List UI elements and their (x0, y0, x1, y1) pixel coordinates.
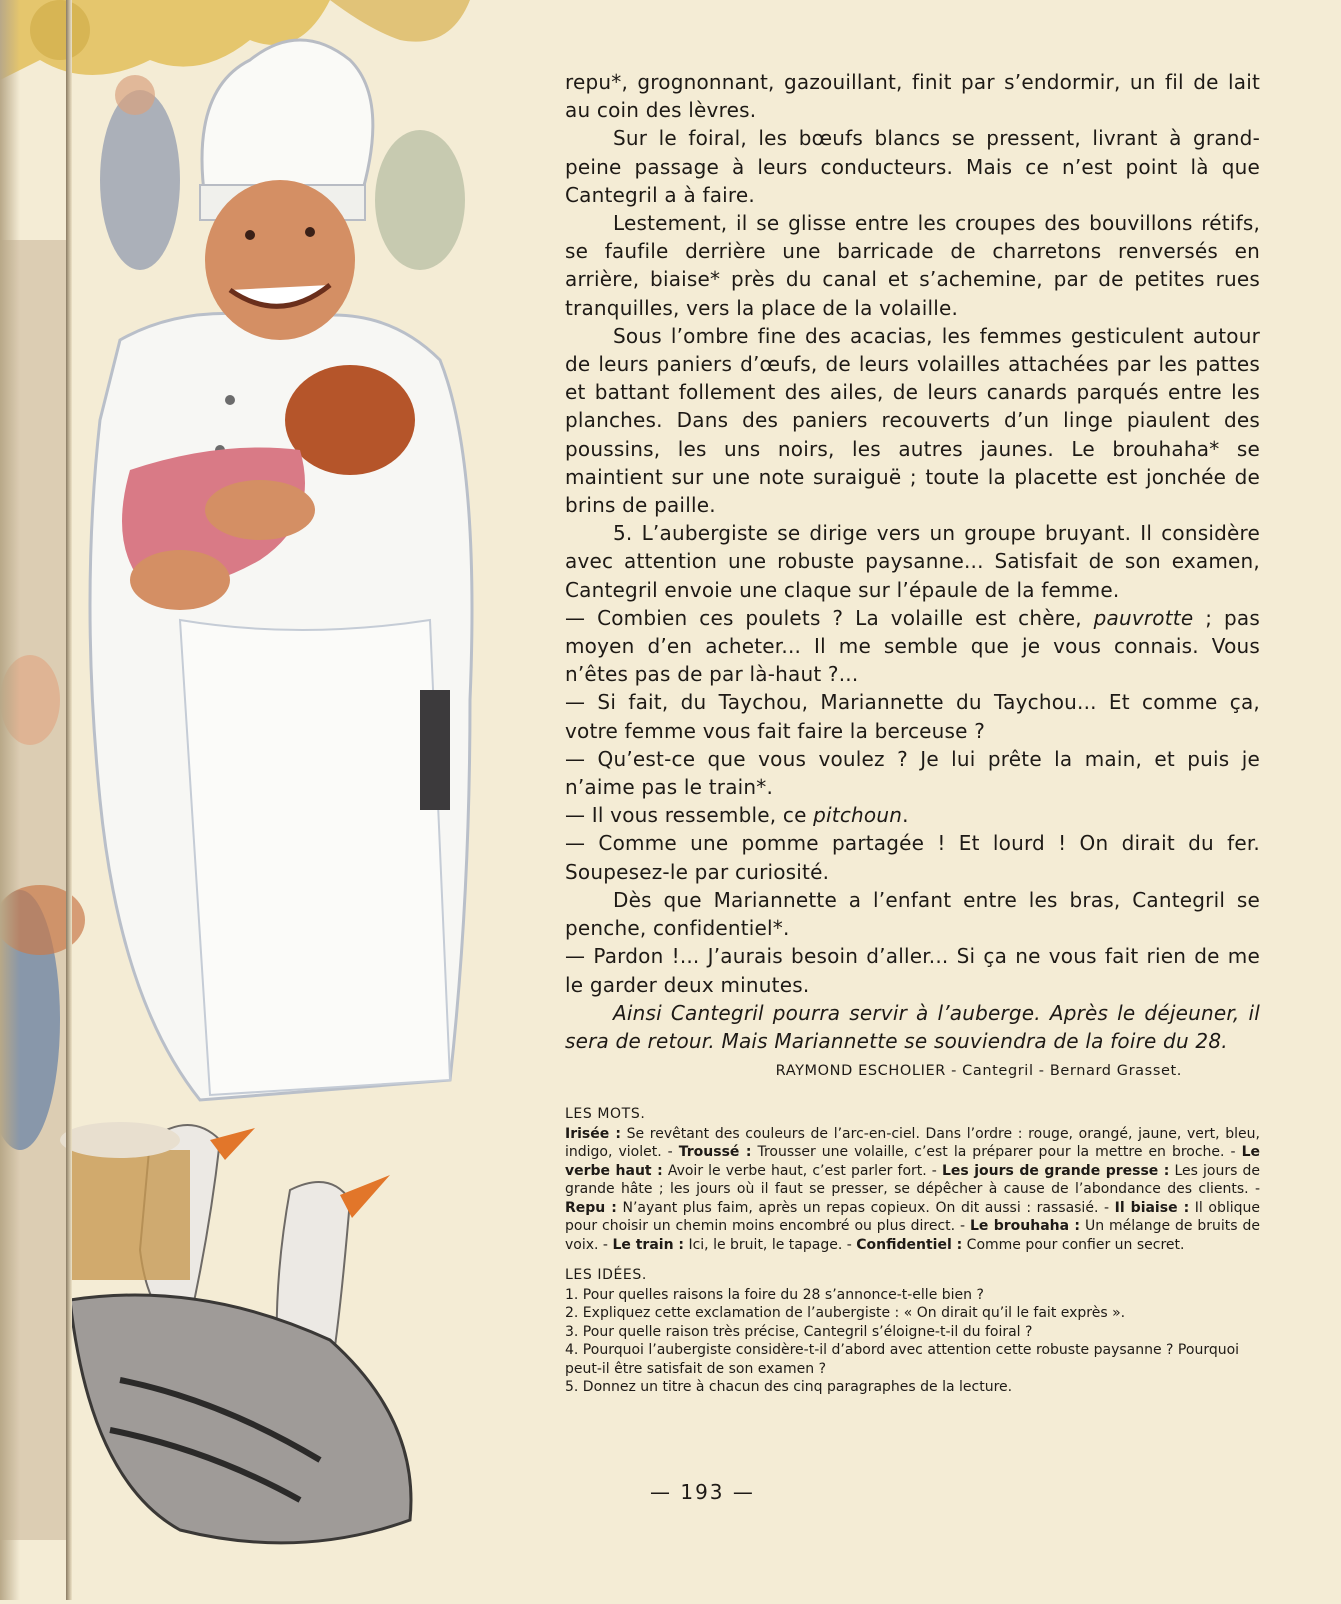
mot-definition: Se revêtant des couleurs de l’arc-en-ciel. Dans l’ordre : rouge, orangé, jaune, vert, bleu, indigo, violet. - (565, 1125, 1260, 1161)
idee-question: 1. Pour quelles raisons la foire du 28 s’annonce-t-elle bien ? (565, 1286, 984, 1303)
paragraph-4: Sous l’ombre fine des acacias, les femmes gesticulent autour de leurs paniers d’œufs, de leurs volailles attachées par les pattes et battant follement des ailes, de leurs canards parqués entre les planches. Dans des paniers recouverts d’un linge piaulent des poussins, les uns noirs, les autres jaunes. Le brouhaha* se maintient sur une note suraiguë ; toute la placette est jonchée de brins de paille. (565, 323, 1260, 518)
dialogue-line-3: — Qu’est-ce que vous voulez ? Je lui prête la main, et puis je n’aime pas le train*. (565, 746, 1260, 800)
chef-holding-baby-icon (0, 0, 560, 1600)
mot-definition: Il oblique pour choisir un chemin moins encombré ou plus direct. - (565, 1199, 1261, 1235)
illustration (0, 0, 560, 1600)
paragraph-6: Dès que Mariannette a l’enfant entre les bras, Cantegril se penche, confidentiel*. (565, 887, 1260, 941)
les-idees-list (565, 1286, 1260, 1397)
les-mots-title: LES MOTS. (565, 1106, 646, 1123)
mot-definition: Comme pour confier un secret. (962, 1236, 1185, 1253)
mot-definition: Un mélange de bruits de voix. - (565, 1218, 1260, 1253)
idee-question: 4. Pourquoi l’aubergiste considère-t-il d’abord avec attention cette robuste paysanne ? Pourquoi peut-il être satisfait de son examen ? (565, 1342, 1240, 1377)
paragraph-3: Lestement, il se glisse entre les croupes des bouvillons rétifs, se faufile derrière une barricade de charretons renversés en arrière, biaise* près du canal et s’achemine, par de petites rues tranquilles, vers la place de la volaille. (565, 211, 1260, 320)
mot-term: Le verbe haut : (565, 1144, 1260, 1179)
dialogue-line-2: — Si fait, du Taychou, Mariannette du Taychou... Et comme ça, votre femme vous fait faire la berceuse ? (565, 690, 1260, 743)
idee-question: 5. Donnez un titre à chacun des cinq paragraphes de la lecture. (565, 1379, 1013, 1396)
les-idees-section (565, 1266, 1260, 1397)
attribution: RAYMOND ESCHOLIER - Cantegril - Bernard Grasset. (775, 1063, 1182, 1080)
idee-question: 2. Expliquez cette exclamation de l’aubergiste : « On dirait qu’il le fait exprès ». (565, 1305, 1126, 1322)
mot-term: Il biaise : (1114, 1199, 1190, 1216)
dialogue-line-6: — Pardon !... J’aurais besoin d’aller... Si ça ne vous fait rien de me le garder deux minutes. (565, 944, 1260, 997)
book-gutter (66, 0, 72, 1600)
mot-term: Le brouhaha : (970, 1218, 1081, 1235)
paragraph-5: 5. L’aubergiste se dirige vers un groupe bruyant. Il considère avec attention une robuste paysanne... Satisfait de son examen, Cantegril envoie une claque sur l’épaule de la femme. (565, 521, 1260, 602)
les-idees-title: LES IDÉES. (565, 1267, 647, 1284)
mot-definition: Trousser une volaille, c’est la préparer pour la mettre en broche. - (751, 1144, 1242, 1161)
les-mots-section (565, 1105, 1260, 1254)
mot-definition: Avoir le verbe haut, c’est parler fort. - (662, 1162, 942, 1179)
dialogue-line-5: — Comme une pomme partagée ! Et lourd ! On dirait du fer. Soupesez-le par curiosité. (565, 831, 1260, 884)
mot-term: Repu : (565, 1199, 617, 1216)
paragraph-2: Sur le foiral, les bœufs blancs se pressent, livrant à grand-peine passage à leurs conducteurs. Mais ce n’est point là que Cantegril a à faire. (565, 126, 1260, 207)
mot-term: Troussé : (678, 1144, 752, 1161)
mot-definition: Ici, le bruit, le tapage. - (684, 1236, 857, 1253)
dialogue-line-1: — Combien ces poulets ? La volaille est chère, pauvrotte ; pas moyen d’en acheter... Il me semble que je vous connais. Vous n’êtes pas de par là-haut ?... (565, 605, 1260, 687)
mot-term: Le train : (612, 1236, 685, 1253)
les-mots-definitions (565, 1125, 1260, 1255)
idee-question: 3. Pour quelle raison très précise, Cantegril s’éloigne-t-il du foiral ? (565, 1323, 1033, 1340)
mot-definition: Les jours de grande hâte ; les jours où il faut se presser, se dépêcher à cause de l’abondance des clients. - (565, 1162, 1260, 1198)
mot-term: Les jours de grande presse : (941, 1162, 1170, 1179)
mot-term: Irisée : (565, 1125, 621, 1142)
dialogue-line-4: — Il vous ressemble, ce pitchoun. (565, 803, 909, 828)
mot-definition: N’ayant plus faim, après un repas copieux. On dit aussi : rassasié. - (616, 1199, 1115, 1216)
page-number: — 193 — (650, 1480, 755, 1504)
text-column (565, 68, 1260, 1397)
paragraph-1: repu*, grognonnant, gazouillant, finit par s’endormir, un fil de lait au coin des lèvres. (565, 70, 1260, 123)
closing-paragraph: Ainsi Cantegril pourra servir à l’auberge. Après le déjeuner, il sera de retour. Mais Mariannette se souviendra de la foire du 28. (565, 1000, 1260, 1053)
page-edge-shadow (0, 0, 20, 1600)
mot-term: Confidentiel : (856, 1236, 963, 1253)
